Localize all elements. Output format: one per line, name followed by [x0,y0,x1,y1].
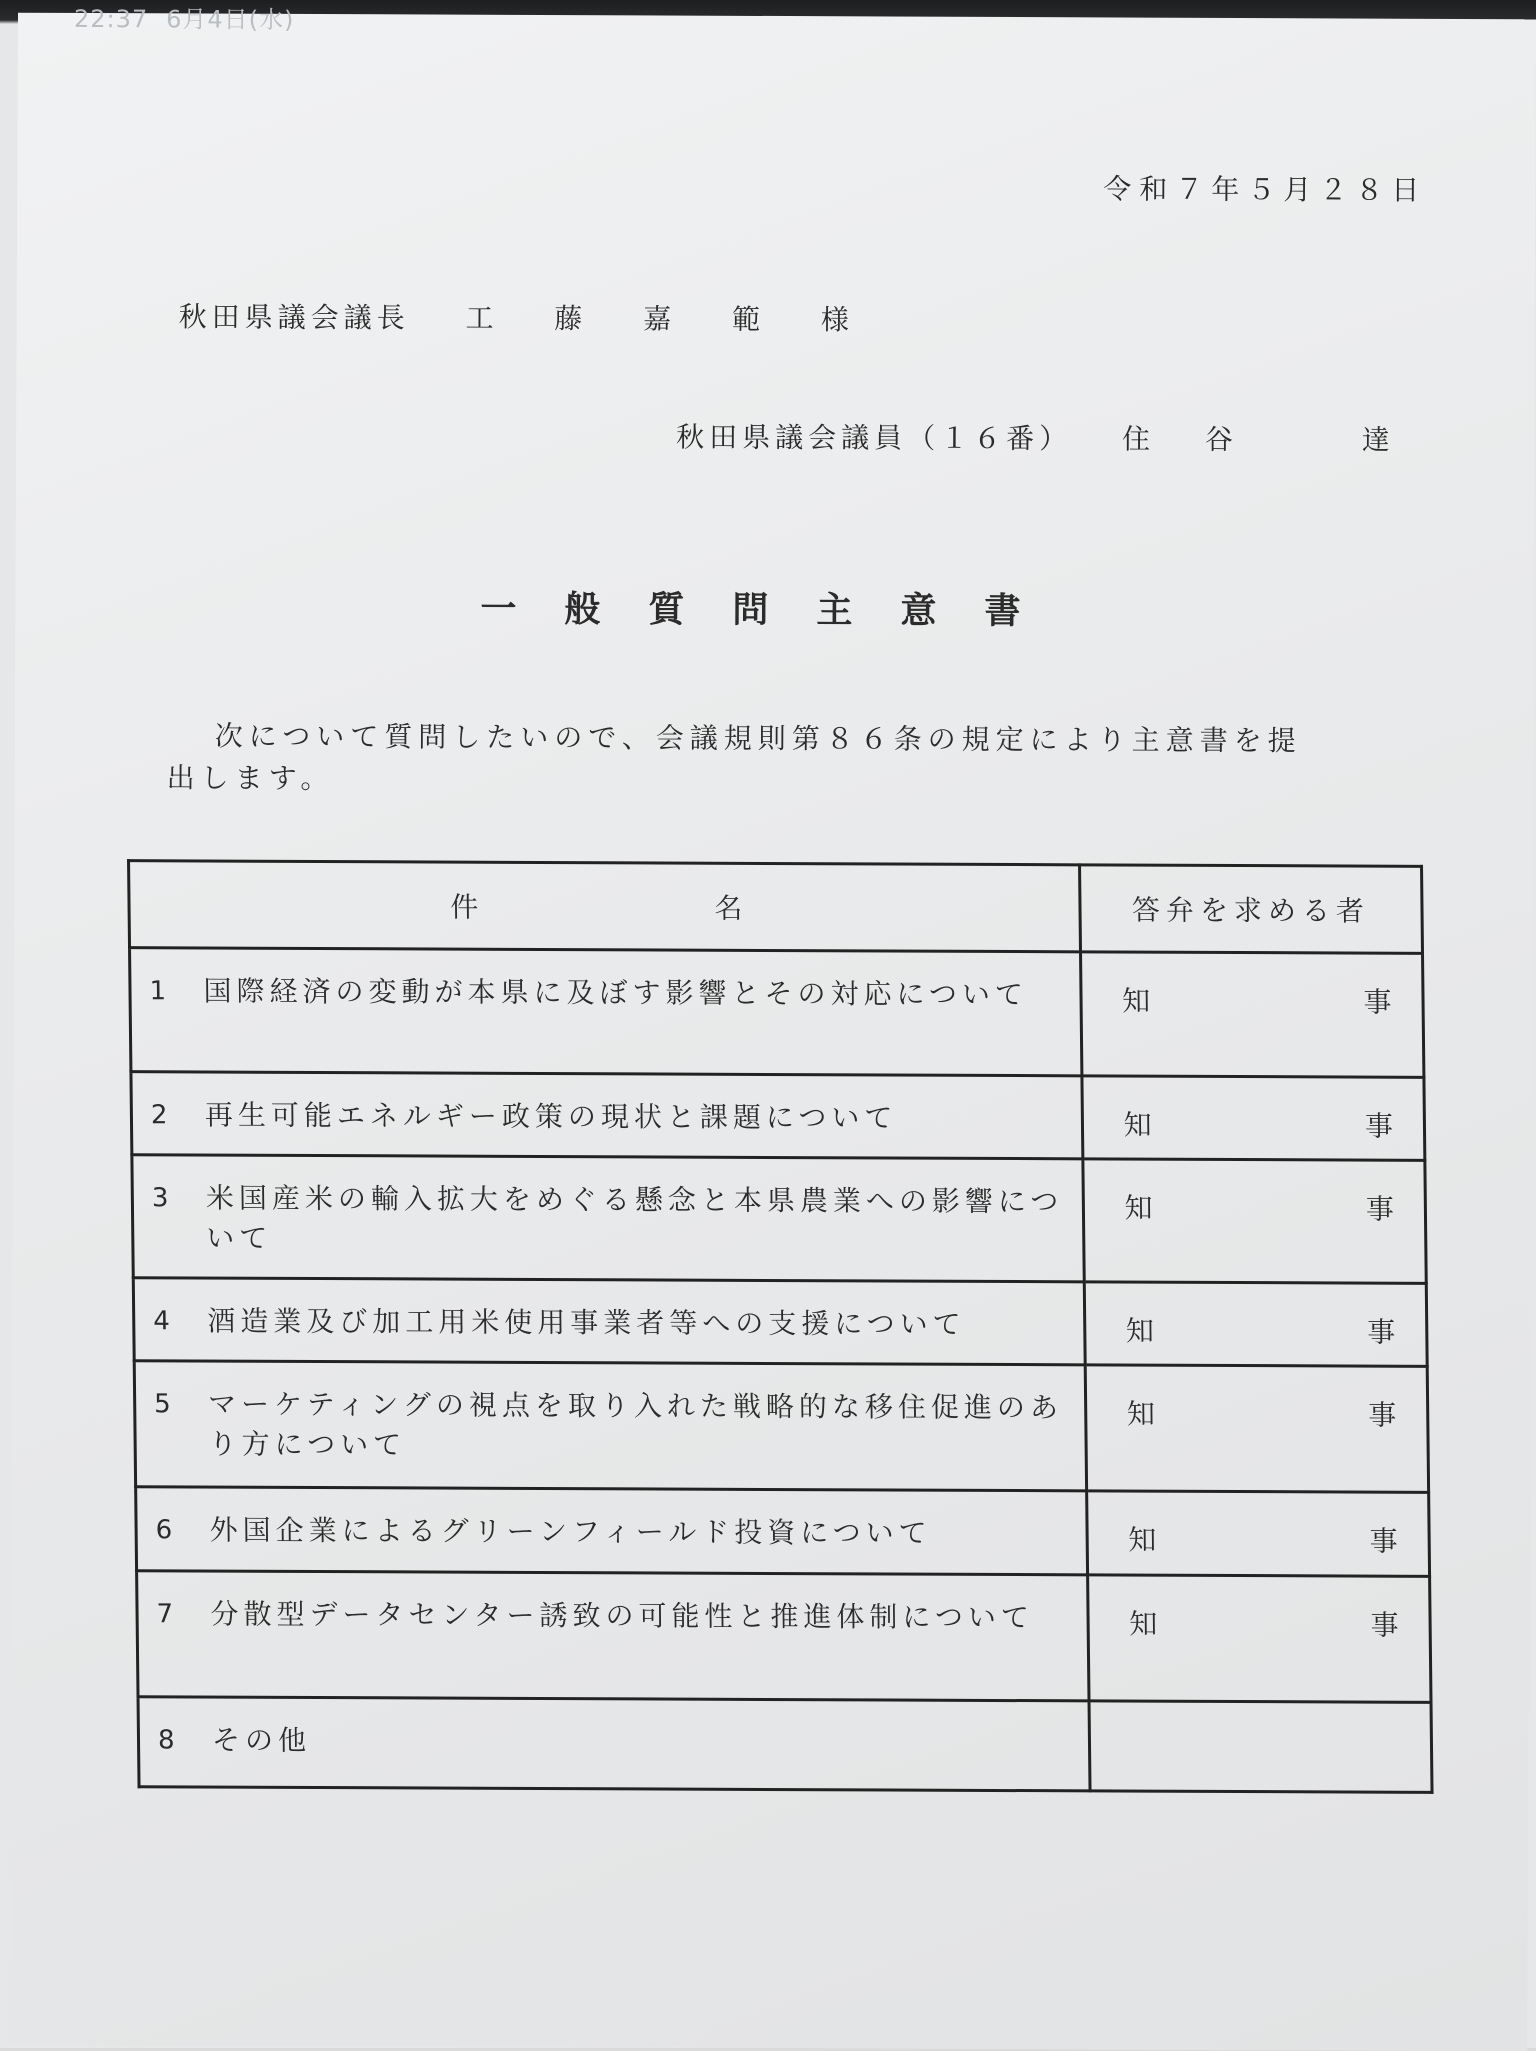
addressee-name-char: 嘉 [643,302,677,336]
row-respondent: 知 事 [1128,1523,1398,1558]
document-date: 令和７年５月２８日 [1103,172,1428,207]
addressee-honorific: 様 [820,303,854,337]
table-row [130,948,1424,1078]
sender-name-char: 住 [1121,422,1156,456]
row-respondent: 知 事 [1124,1191,1395,1226]
row-number: 6 [155,1515,173,1546]
document-screen [9,4,1536,2051]
row-subject: 再生可能エネルギー政策の現状と課題について [204,1098,898,1135]
header-respondent: 答弁を求める者 [1079,865,1422,953]
addressee-title: 秋田県議会議長 [178,300,410,335]
document-title: 一般質問主意書 [480,588,1069,633]
row-respondent: 知 事 [1129,1607,1399,1642]
row-number: 8 [157,1725,175,1756]
table-row [138,1697,1432,1793]
row-number: 1 [149,976,167,1007]
table-row [131,1072,1425,1161]
table-row [133,1278,1427,1367]
row-respondent [1090,1702,1430,1729]
table-row [136,1487,1430,1577]
row-number: 3 [151,1183,169,1214]
row-number: 2 [150,1100,168,1131]
row-respondent: 知 事 [1126,1397,1397,1432]
table-row [132,1155,1426,1284]
row-subject: その他 [211,1723,312,1757]
addressee [179,295,854,338]
row-respondent: 知 事 [1121,984,1392,1019]
row-subject: 分散型データセンター誘致の可能性と推進体制について [210,1597,1035,1635]
row-number: 4 [153,1306,170,1337]
status-date: 6月4日(水) [166,5,295,34]
addressee-name-char: 藤 [554,302,588,336]
table-header-row [129,861,1423,954]
sender [676,416,1395,459]
document-body: 次について質問したいので、会議規則第８６条の規定により主意書を提出します。 [166,719,1302,796]
status-bar [74,0,295,35]
table-row [134,1361,1428,1493]
table-row [137,1571,1431,1703]
row-number: 5 [154,1389,171,1420]
row-number: 7 [156,1599,174,1630]
question-table [127,859,1434,1794]
addressee-name-char: 範 [731,302,766,336]
addressee-name-char: 工 [465,301,499,335]
row-subject: 酒造業及び加工用米使用事業者等への支援について [207,1304,966,1341]
sender-name-char: 達 [1361,423,1395,457]
row-subject: 外国企業によるグリーンフィールド投資について [209,1513,932,1550]
sender-title: 秋田県議会議員（１６番） [676,420,1073,456]
row-subject: マーケティングの視点を取り入れた戦略的な移住促進のあり方について [208,1387,1064,1462]
header-subject: 件 名 [129,861,1081,952]
row-subject: 米国産米の輸入拡大をめぐる懸念と本県農業への影響について [205,1181,1064,1255]
row-subject: 国際経済の変動が本県に及ぼす影響とその対応について [203,974,1029,1012]
row-respondent: 知 事 [1123,1108,1394,1143]
row-respondent: 知 事 [1125,1314,1396,1349]
status-time: 22:37 [73,4,149,34]
sender-name-char: 谷 [1204,422,1238,457]
